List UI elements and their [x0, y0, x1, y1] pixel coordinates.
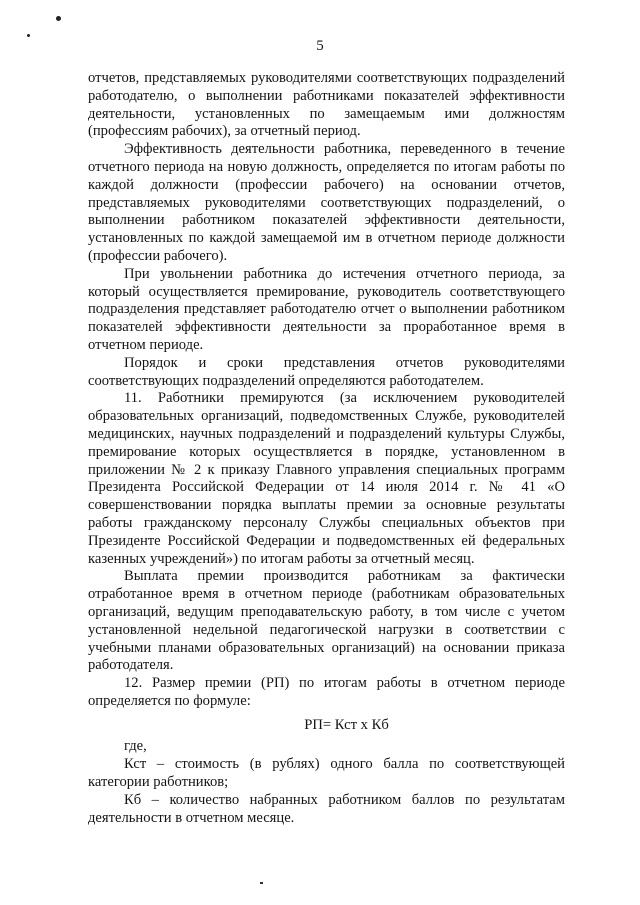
scan-mark-3	[260, 882, 263, 884]
paragraph-3: При увольнении работника до истечения отчетного периода, за который осуществляется премирование, руководитель соответствующего подразделения представляет работодателю отчет о выполнении работником показателей эффективности деятельности за проработанное время в отчетном периоде.	[88, 265, 565, 353]
where-label: где,	[124, 738, 147, 755]
document-body	[88, 70, 565, 827]
page-number: 5	[316, 38, 324, 54]
formula: РП= Кст х Кб	[304, 716, 389, 733]
scan-mark-2	[27, 34, 30, 37]
paragraph-clause-11: 11. Работники премируются (за исключением руководителей образовательных организаций, подведомственных Службе, руководителей медицинских, научных подразделений и подразделений культуры Службы, премирование которых осуществляется в порядке, установленном в приложении № 2 к приказу Главного управления специальных программ Президента Российской Федерации от 14 июля 2014 г. № 41 «О совершенствовании порядка выплаты премии за основные результаты работы гражданскому персоналу Службы специальных объектов при Президенте Российской Федерации и подведомственных ей федеральных казенных учреждений») по итогам работы за отчетный месяц.	[88, 390, 565, 567]
paragraph-1: отчетов, представляемых руководителями соответствующих подразделений работодателю, о выполнении работниками показателей эффективности деятельности, установленных по замещаемым ими должностям (профессиям рабочих), за отчетный период.	[88, 70, 565, 140]
scan-mark-1	[56, 16, 61, 21]
paragraph-5: Выплата премии производится работникам за фактически отработанное время в отчетном периоде (работникам образовательных организаций, ведущим преподавательскую работу, в том числе с учетом установленной недельной педагогической нагрузки в соответствии с учебными планами образовательных организаций) на основании приказа работодателя.	[88, 568, 565, 674]
paragraph-4: Порядок и сроки представления отчетов руководителями соответствующих подразделений определяются работодателем.	[88, 354, 565, 389]
paragraph-2: Эффективность деятельности работника, переведенного в течение отчетного периода на новую должность, определяется по итогам работы по каждой должности (профессии рабочего) на основании отчетов, представляемых руководителями соответствующих подразделений, о выполнении работником показателей эффективности деятельности, установленных по каждой замещаемой им в отчетном периоде должности (профессии рабочего).	[88, 141, 565, 264]
paragraph-clause-12: 12. Размер премии (РП) по итогам работы в отчетном периоде определяется по формуле:	[88, 675, 565, 709]
definition-kst: Кст – стоимость (в рублях) одного балла по соответствующей категории работников;	[88, 756, 565, 791]
definition-kb: Кб – количество набранных работником баллов по результатам деятельности в отчетном месяце.	[88, 791, 565, 826]
